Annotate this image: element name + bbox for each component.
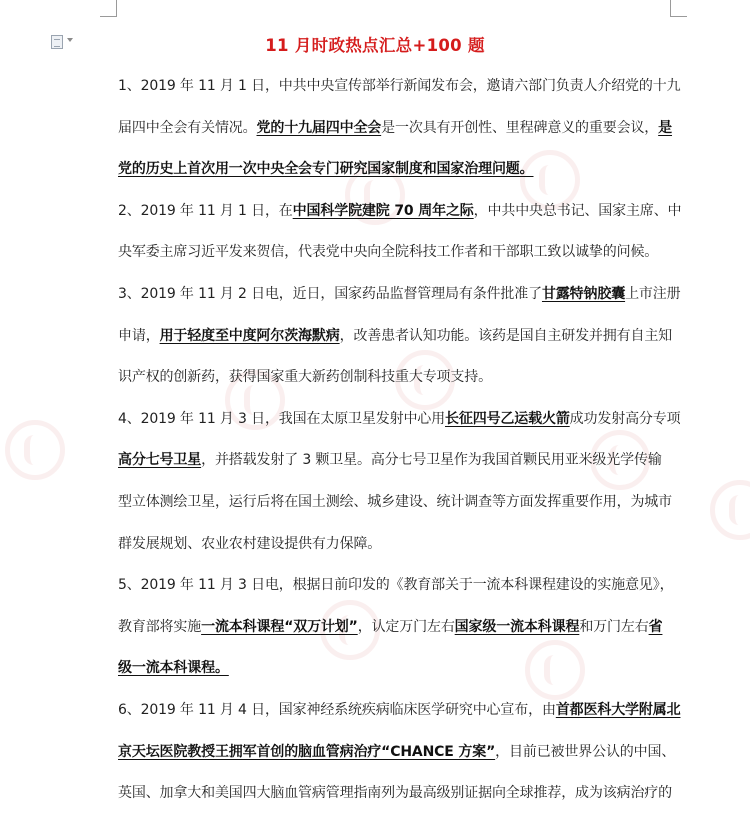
text-segment: 2、2019 年 11 月 1 日，在 xyxy=(118,202,293,219)
text-segment: ，改善患者认知功能。该药是国自主研发并拥有自主知 xyxy=(339,327,673,344)
text-segment: 群发展规划、农业农村建设提供有力保障。 xyxy=(118,535,382,552)
news-item-3 xyxy=(118,274,681,399)
watermark-logo xyxy=(710,480,750,540)
text-line xyxy=(118,191,682,233)
key-phrase: 长征四号乙运载火箭 xyxy=(445,410,570,427)
text-segment: 3、2019 年 11 月 2 日电，近日，国家药品监督管理局有条件批准了 xyxy=(118,285,542,302)
text-line xyxy=(118,66,681,108)
document-body xyxy=(118,66,682,815)
text-line xyxy=(118,274,681,316)
text-segment: 和万门左右 xyxy=(579,618,649,635)
text-segment: ，目前已被世界公认的中国、 xyxy=(495,743,676,760)
text-line xyxy=(118,690,681,732)
text-line xyxy=(118,232,676,274)
key-phrase: 首都医科大学附属北 xyxy=(555,701,681,718)
text-line xyxy=(118,357,676,399)
key-phrase: 级一流本科课程。 xyxy=(118,660,229,677)
key-phrase: 省 xyxy=(648,618,663,635)
text-segment: 是一次具有开创性、里程碑意义的重要会议， xyxy=(381,119,659,136)
key-phrase: 中国科学院建院 70 周年之际 xyxy=(292,202,474,219)
key-phrase: 是 xyxy=(658,119,673,136)
news-item-6 xyxy=(118,690,681,815)
text-segment: 识产权的创新药，获得国家重大新药创制科技重大专项支持。 xyxy=(118,369,492,386)
text-segment: ，并搭载发射了 3 颗卫星。高分七号卫星作为我国首颗民用亚米级光学传输 xyxy=(201,452,662,469)
key-phrase: 用于轻度至中度阿尔茨海默病 xyxy=(159,327,340,344)
text-segment: 申请， xyxy=(118,327,160,344)
text-line xyxy=(118,108,676,150)
text-line xyxy=(118,482,676,524)
key-phrase: 国家级一流本科课程 xyxy=(454,618,580,635)
text-segment: ，中共中央总书记、国家主席、中 xyxy=(473,202,682,219)
text-segment: ，认定万门左右 xyxy=(357,618,455,635)
text-segment: 央军委主席习近平发来贺信，代表党中央向全院科技工作者和干部职工致以诚挚的问候。 xyxy=(118,244,659,261)
news-item-4 xyxy=(118,399,681,565)
text-segment: 英国、加拿大和美国四大脑血管病管理指南列为最高级别证据向全球推荐，成为该病治疗的 xyxy=(118,785,672,802)
key-phrase: 党的历史上首次用一次中央全会专门研究国家制度和国家治理问题。 xyxy=(118,161,534,178)
text-line xyxy=(118,316,676,358)
news-item-2 xyxy=(118,191,682,274)
text-segment: 成功发射高分专项 xyxy=(569,410,681,427)
text-segment: 1、2019 年 11 月 1 日，中共中央宣传部举行新闻发布会，邀请六部门负责人介绍党的十九 xyxy=(118,78,681,94)
text-line xyxy=(118,732,676,774)
news-item-1 xyxy=(118,66,681,191)
news-item-5 xyxy=(118,565,676,690)
page-corner-marker-right xyxy=(670,0,687,17)
page-corner-marker-left xyxy=(100,0,117,17)
text-segment: 5、2019 年 11 月 3 日电，根据日前印发的《教育部关于一流本科课程建设的实施意见》， xyxy=(118,577,674,594)
text-line xyxy=(118,773,676,815)
text-line xyxy=(118,399,681,441)
text-segment: 4、2019 年 11 月 3 日，我国在太原卫星发射中心用 xyxy=(118,410,446,427)
key-phrase: 高分七号卫星 xyxy=(118,452,202,469)
text-line xyxy=(118,524,676,566)
key-phrase: 一流本科课程“双万计划” xyxy=(201,618,358,635)
key-phrase: 甘露特钠胶囊 xyxy=(541,285,626,302)
text-segment: 届四中全会有关情况。 xyxy=(118,119,257,136)
text-line xyxy=(118,648,676,690)
document-title: 11 月时政热点汇总+100 题 xyxy=(265,36,485,55)
text-line xyxy=(118,149,676,191)
text-segment: 型立体测绘卫星，运行后将在国土测绘、城乡建设、统计调查等方面发挥重要作用，为城市 xyxy=(118,493,672,510)
key-phrase: 京天坛医院教授王拥军首创的脑血管病治疗“CHANCE 方案” xyxy=(118,743,496,760)
text-line xyxy=(118,565,676,607)
watermark-logo xyxy=(5,420,65,480)
text-line xyxy=(118,440,676,482)
text-segment: 上市注册 xyxy=(625,285,681,302)
key-phrase: 党的十九届四中全会 xyxy=(256,119,382,136)
text-segment: 教育部将实施 xyxy=(118,618,202,635)
text-line xyxy=(118,607,676,649)
text-segment: 6、2019 年 11 月 4 日，国家神经系统疾病临床医学研究中心宣布，由 xyxy=(118,701,556,718)
